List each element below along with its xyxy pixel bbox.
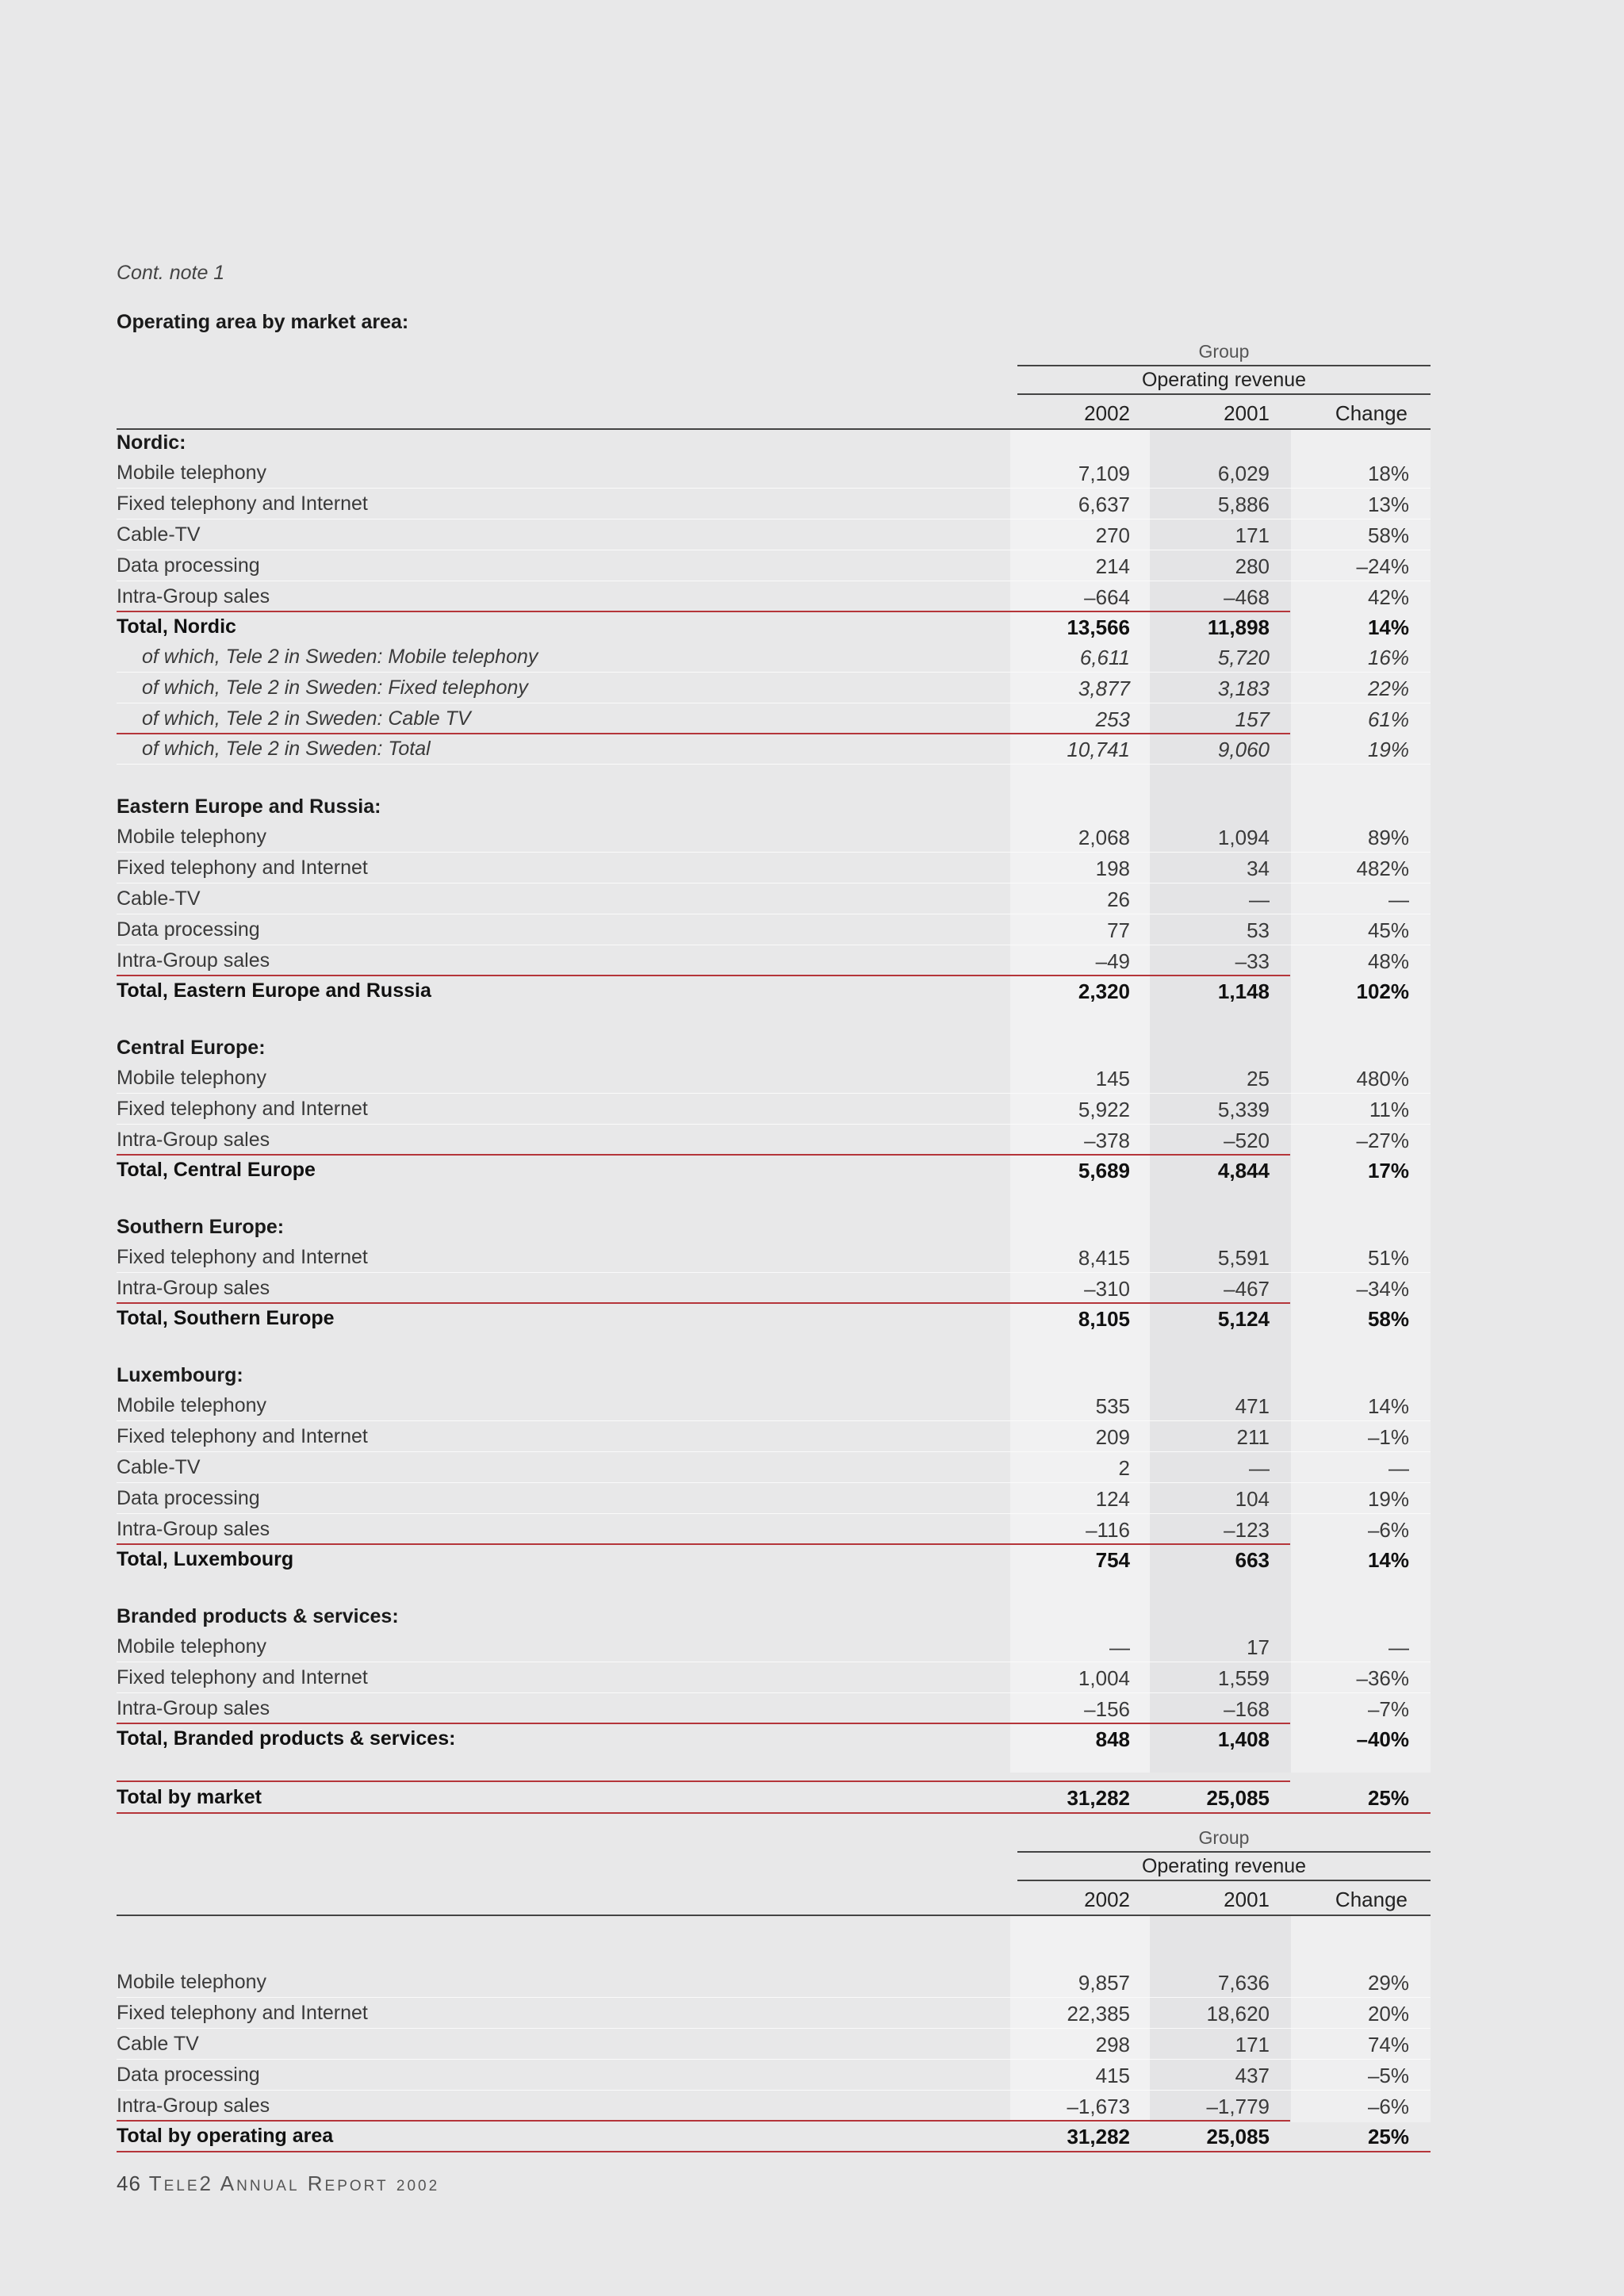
value-2001: 104 [1235, 1487, 1270, 1511]
table-header-group [1017, 338, 1431, 395]
row-label: Data processing [117, 918, 260, 941]
row-label: Fixed telephony and Internet [117, 1666, 368, 1688]
value-change: 74% [1367, 2033, 1409, 2056]
spacer [117, 1006, 1431, 1033]
table-row [117, 2121, 1431, 2152]
value-change: — [1388, 887, 1409, 911]
spacer [117, 1754, 1431, 1780]
row-label: of which, Tele 2 in Sweden: Total [142, 738, 431, 760]
value-2001: 5,720 [1217, 646, 1270, 669]
row-label: Total by market [117, 1786, 262, 1808]
value-change: 61% [1367, 707, 1409, 731]
value-2002: –49 [1095, 949, 1130, 973]
value-2002: 198 [1095, 857, 1130, 880]
value-2002: 415 [1095, 2064, 1130, 2087]
group-heading [117, 1033, 1431, 1063]
value-2001: 6,029 [1217, 462, 1270, 485]
row-label: of which, Tele 2 in Sweden: Fixed telephony [142, 677, 528, 699]
value-2001: 7,636 [1217, 1971, 1270, 1995]
value-change: 16% [1367, 646, 1409, 669]
note-title: Cont. note 1 [117, 262, 225, 284]
value-2001: 11,898 [1207, 615, 1270, 639]
footer-title-part: EPORT [324, 2178, 389, 2194]
value-change: 102% [1356, 979, 1409, 1003]
value-2002: 77 [1107, 918, 1130, 942]
value-change: 11% [1369, 1098, 1409, 1121]
spacer [117, 1333, 1431, 1360]
table-row [117, 1782, 1431, 1814]
value-change: –24% [1356, 554, 1409, 578]
value-2002: –378 [1084, 1129, 1130, 1152]
value-change: –7% [1367, 1697, 1409, 1721]
row-label: Data processing [117, 2064, 260, 2086]
value-2001: –1,779 [1206, 2095, 1270, 2118]
change-header-2: Change [1335, 1888, 1408, 1911]
year-2002-header-2: 2002 [1084, 1888, 1130, 1911]
row-label: of which, Tele 2 in Sweden: Cable TV [142, 707, 471, 730]
group-heading-label: Luxembourg: [117, 1364, 243, 1386]
table-row [117, 1390, 1431, 1421]
row-label: Fixed telephony and Internet [117, 2002, 368, 2024]
value-2002: 535 [1095, 1394, 1130, 1418]
value-2002: 8,415 [1078, 1246, 1130, 1270]
value-2002: 5,689 [1078, 1159, 1130, 1182]
page-number: 46 [117, 2171, 141, 2195]
group-label-2: Group [1017, 1824, 1431, 1853]
value-2001: 1,148 [1217, 979, 1270, 1003]
value-2001: — [1249, 887, 1270, 911]
operating-revenue-label: Operating revenue [1017, 366, 1431, 395]
table-row [117, 1273, 1431, 1303]
table-header-group-2 [1017, 1824, 1431, 1881]
value-2002: 8,105 [1078, 1307, 1130, 1331]
spacer [117, 1943, 1431, 1967]
table-row [117, 519, 1431, 550]
row-label: Intra-Group sales [117, 1129, 270, 1151]
table-row [117, 1631, 1431, 1662]
spacer [117, 1185, 1431, 1212]
value-change: 19% [1367, 1487, 1409, 1511]
value-2002: 2 [1118, 1456, 1130, 1480]
value-2002: 253 [1095, 707, 1130, 731]
table-row [117, 914, 1431, 945]
value-2002: 145 [1095, 1067, 1130, 1091]
operating-area-table [117, 1943, 1431, 2152]
table-row [117, 1514, 1431, 1544]
value-2001: –467 [1224, 1277, 1270, 1301]
value-2002: 298 [1095, 2033, 1130, 2056]
row-label: Intra-Group sales [117, 2095, 270, 2117]
market-area-table [117, 427, 1431, 1814]
value-2002: 6,611 [1079, 646, 1130, 669]
value-2001: 471 [1235, 1394, 1270, 1418]
value-2001: –33 [1235, 949, 1270, 973]
table-row [117, 1063, 1431, 1094]
value-change: –34% [1356, 1277, 1409, 1301]
row-label: Total by operating area [117, 2125, 334, 2147]
table-row [117, 611, 1431, 642]
value-2002: 7,109 [1078, 462, 1130, 485]
value-change: 25% [1367, 2125, 1409, 2148]
value-2002: 214 [1095, 554, 1130, 578]
year-2001-header-2: 2001 [1224, 1888, 1270, 1911]
table-row [117, 1421, 1431, 1452]
group-heading [117, 792, 1431, 822]
table-row [117, 884, 1431, 914]
value-change: –36% [1356, 1666, 1409, 1690]
table-row [117, 1998, 1431, 2029]
value-2001: –520 [1224, 1129, 1270, 1152]
table-row [117, 2029, 1431, 2060]
value-2002: 124 [1095, 1487, 1130, 1511]
value-change: 45% [1367, 918, 1409, 942]
value-2002: 31,282 [1067, 1786, 1130, 1810]
row-label: Intra-Group sales [117, 585, 270, 608]
row-label: Fixed telephony and Internet [117, 857, 368, 879]
value-2001: 5,124 [1217, 1307, 1270, 1331]
value-change: –40% [1356, 1727, 1409, 1751]
value-2001: –468 [1224, 585, 1270, 609]
value-2001: 5,339 [1217, 1098, 1270, 1121]
footer-title-part: ELE [163, 2178, 200, 2194]
value-change: 14% [1367, 615, 1409, 639]
value-2001: 3,183 [1217, 677, 1270, 700]
table-row [117, 1125, 1431, 1155]
value-2002: 5,922 [1078, 1098, 1130, 1121]
value-2001: 53 [1247, 918, 1270, 942]
row-label: Total, Branded products & services: [117, 1727, 456, 1750]
value-change: 51% [1367, 1246, 1409, 1270]
value-2001: 171 [1235, 2033, 1270, 2056]
change-header: Change [1335, 401, 1408, 425]
table-row [117, 1693, 1431, 1723]
value-2002: — [1109, 1635, 1130, 1659]
value-2001: 1,094 [1217, 826, 1270, 849]
value-2001: 280 [1235, 554, 1270, 578]
footer-year: 2002 [396, 2178, 440, 2194]
value-change: –5% [1367, 2064, 1409, 2087]
value-2002: 10,741 [1067, 738, 1130, 761]
value-2002: 2,320 [1078, 979, 1130, 1003]
value-2002: –1,673 [1067, 2095, 1130, 2118]
row-label: Mobile telephony [117, 1067, 267, 1089]
spacer [117, 1574, 1431, 1601]
value-2002: 848 [1095, 1727, 1130, 1751]
value-2001: 663 [1235, 1548, 1270, 1572]
table-row [117, 853, 1431, 884]
row-label: Mobile telephony [117, 1394, 267, 1416]
value-2001: 171 [1235, 523, 1270, 547]
value-2002: 13,566 [1067, 615, 1130, 639]
table-row [117, 1544, 1431, 1574]
value-2001: –123 [1224, 1518, 1270, 1542]
value-2002: 270 [1095, 523, 1130, 547]
group-heading-label: Southern Europe: [117, 1216, 285, 1238]
value-2002: 1,004 [1078, 1666, 1130, 1690]
value-2001: — [1249, 1456, 1270, 1480]
table-row [117, 1094, 1431, 1125]
value-2001: 437 [1235, 2064, 1270, 2087]
table-row [117, 673, 1431, 703]
row-label: Mobile telephony [117, 826, 267, 848]
value-2002: 2,068 [1078, 826, 1130, 849]
value-2001: 17 [1247, 1635, 1270, 1659]
value-2002: 209 [1095, 1425, 1130, 1449]
table-row [117, 2091, 1431, 2121]
value-change: 42% [1367, 585, 1409, 609]
table-row [117, 1242, 1431, 1273]
row-label: Mobile telephony [117, 462, 267, 484]
group-label: Group [1017, 338, 1431, 366]
table-row [117, 822, 1431, 853]
row-label: Mobile telephony [117, 1971, 267, 1993]
group-heading-label: Eastern Europe and Russia: [117, 795, 381, 818]
row-label: Intra-Group sales [117, 949, 270, 972]
page-footer [117, 2171, 439, 2196]
row-label: Intra-Group sales [117, 1518, 270, 1540]
value-2002: –156 [1084, 1697, 1130, 1721]
value-change: 18% [1367, 462, 1409, 485]
value-change: — [1388, 1635, 1409, 1659]
value-2002: 6,637 [1078, 493, 1130, 516]
footer-title-part: T [148, 2171, 164, 2195]
table-row [117, 1452, 1431, 1483]
table-row [117, 1662, 1431, 1693]
row-label: Intra-Group sales [117, 1697, 270, 1719]
row-label: Fixed telephony and Internet [117, 1246, 368, 1268]
row-label: Data processing [117, 554, 260, 577]
value-change: 89% [1367, 826, 1409, 849]
value-2001: 1,559 [1217, 1666, 1270, 1690]
value-change: –27% [1356, 1129, 1409, 1152]
table-row [117, 642, 1431, 673]
value-2002: –664 [1084, 585, 1130, 609]
table-row [117, 734, 1431, 765]
value-change: 480% [1356, 1067, 1409, 1091]
row-label: Fixed telephony and Internet [117, 1098, 368, 1120]
value-change: 19% [1367, 738, 1409, 761]
row-label: Cable-TV [117, 1456, 201, 1478]
footer-title-part: NNUAL [236, 2178, 300, 2194]
table-row [117, 489, 1431, 519]
row-label: Total, Nordic [117, 615, 236, 638]
row-label: Intra-Group sales [117, 1277, 270, 1299]
row-label: Fixed telephony and Internet [117, 493, 368, 515]
value-2001: 34 [1247, 857, 1270, 880]
table-row [117, 581, 1431, 611]
group-heading [117, 1601, 1431, 1631]
year-header-row-2 [117, 1883, 1431, 1916]
row-label: Total, Luxembourg [117, 1548, 294, 1570]
value-2002: 9,857 [1078, 1971, 1130, 1995]
table-row [117, 2060, 1431, 2091]
value-change: 22% [1367, 677, 1409, 700]
row-label: of which, Tele 2 in Sweden: Mobile telephony [142, 646, 538, 668]
group-heading-label: Nordic: [117, 431, 186, 454]
row-label: Cable-TV [117, 523, 201, 546]
group-heading-label: Branded products & services: [117, 1605, 399, 1627]
row-label: Mobile telephony [117, 1635, 267, 1658]
year-header-row [117, 397, 1431, 430]
row-label: Cable TV [117, 2033, 199, 2055]
value-change: –1% [1367, 1425, 1409, 1449]
value-2001: 4,844 [1217, 1159, 1270, 1182]
group-heading [117, 427, 1431, 458]
year-2001-header: 2001 [1224, 401, 1270, 425]
table-row [117, 550, 1431, 581]
value-2002: –310 [1084, 1277, 1130, 1301]
footer-title-part: 2 [199, 2171, 213, 2195]
value-change: –6% [1367, 1518, 1409, 1542]
value-change: 48% [1367, 949, 1409, 973]
value-2002: 754 [1095, 1548, 1130, 1572]
group-heading [117, 1360, 1431, 1390]
value-change: 29% [1367, 1971, 1409, 1995]
table-row [117, 945, 1431, 976]
value-change: 14% [1367, 1548, 1409, 1572]
value-2001: 157 [1235, 707, 1270, 731]
value-change: 17% [1367, 1159, 1409, 1182]
value-2001: 25,085 [1206, 2125, 1270, 2148]
table-row [117, 1155, 1431, 1185]
table-row [117, 458, 1431, 489]
table-row [117, 1723, 1431, 1754]
row-label: Data processing [117, 1487, 260, 1509]
row-label: Fixed telephony and Internet [117, 1425, 368, 1447]
value-2001: 25 [1247, 1067, 1270, 1091]
value-change: 58% [1367, 1307, 1409, 1331]
operating-revenue-label-2: Operating revenue [1017, 1853, 1431, 1881]
group-heading-label: Central Europe: [117, 1037, 266, 1059]
value-change: 482% [1356, 857, 1409, 880]
value-2001: –168 [1224, 1697, 1270, 1721]
spacer [117, 765, 1431, 792]
value-2001: 211 [1236, 1425, 1270, 1449]
value-2001: 5,886 [1217, 493, 1270, 516]
value-2002: –116 [1086, 1518, 1130, 1542]
year-2002-header: 2002 [1084, 401, 1130, 425]
value-change: –6% [1367, 2095, 1409, 2118]
value-2001: 25,085 [1206, 1786, 1270, 1810]
section-title: Operating area by market area: [117, 311, 409, 333]
table-row [117, 703, 1431, 734]
table-row [117, 976, 1431, 1006]
table-row [117, 1483, 1431, 1514]
group-heading [117, 1212, 1431, 1242]
row-label: Total, Central Europe [117, 1159, 316, 1181]
value-2001: 18,620 [1206, 2002, 1270, 2026]
value-2001: 9,060 [1217, 738, 1270, 761]
value-change: — [1388, 1456, 1409, 1480]
value-2001: 5,591 [1217, 1246, 1270, 1270]
value-change: 20% [1367, 2002, 1409, 2026]
value-2002: 22,385 [1067, 2002, 1130, 2026]
table-row [117, 1967, 1431, 1998]
row-label: Total, Southern Europe [117, 1307, 335, 1329]
value-2002: 3,877 [1078, 677, 1130, 700]
table-row [117, 1303, 1431, 1333]
value-change: 14% [1367, 1394, 1409, 1418]
value-change: 25% [1367, 1786, 1409, 1810]
footer-title-part: A [220, 2171, 237, 2195]
value-change: 58% [1367, 523, 1409, 547]
row-label: Total, Eastern Europe and Russia [117, 979, 431, 1002]
value-2002: 31,282 [1067, 2125, 1130, 2148]
value-2002: 26 [1107, 887, 1130, 911]
footer-title-part: R [307, 2171, 325, 2195]
row-label: Cable-TV [117, 887, 201, 910]
value-change: 13% [1367, 493, 1409, 516]
value-2001: 1,408 [1217, 1727, 1270, 1751]
